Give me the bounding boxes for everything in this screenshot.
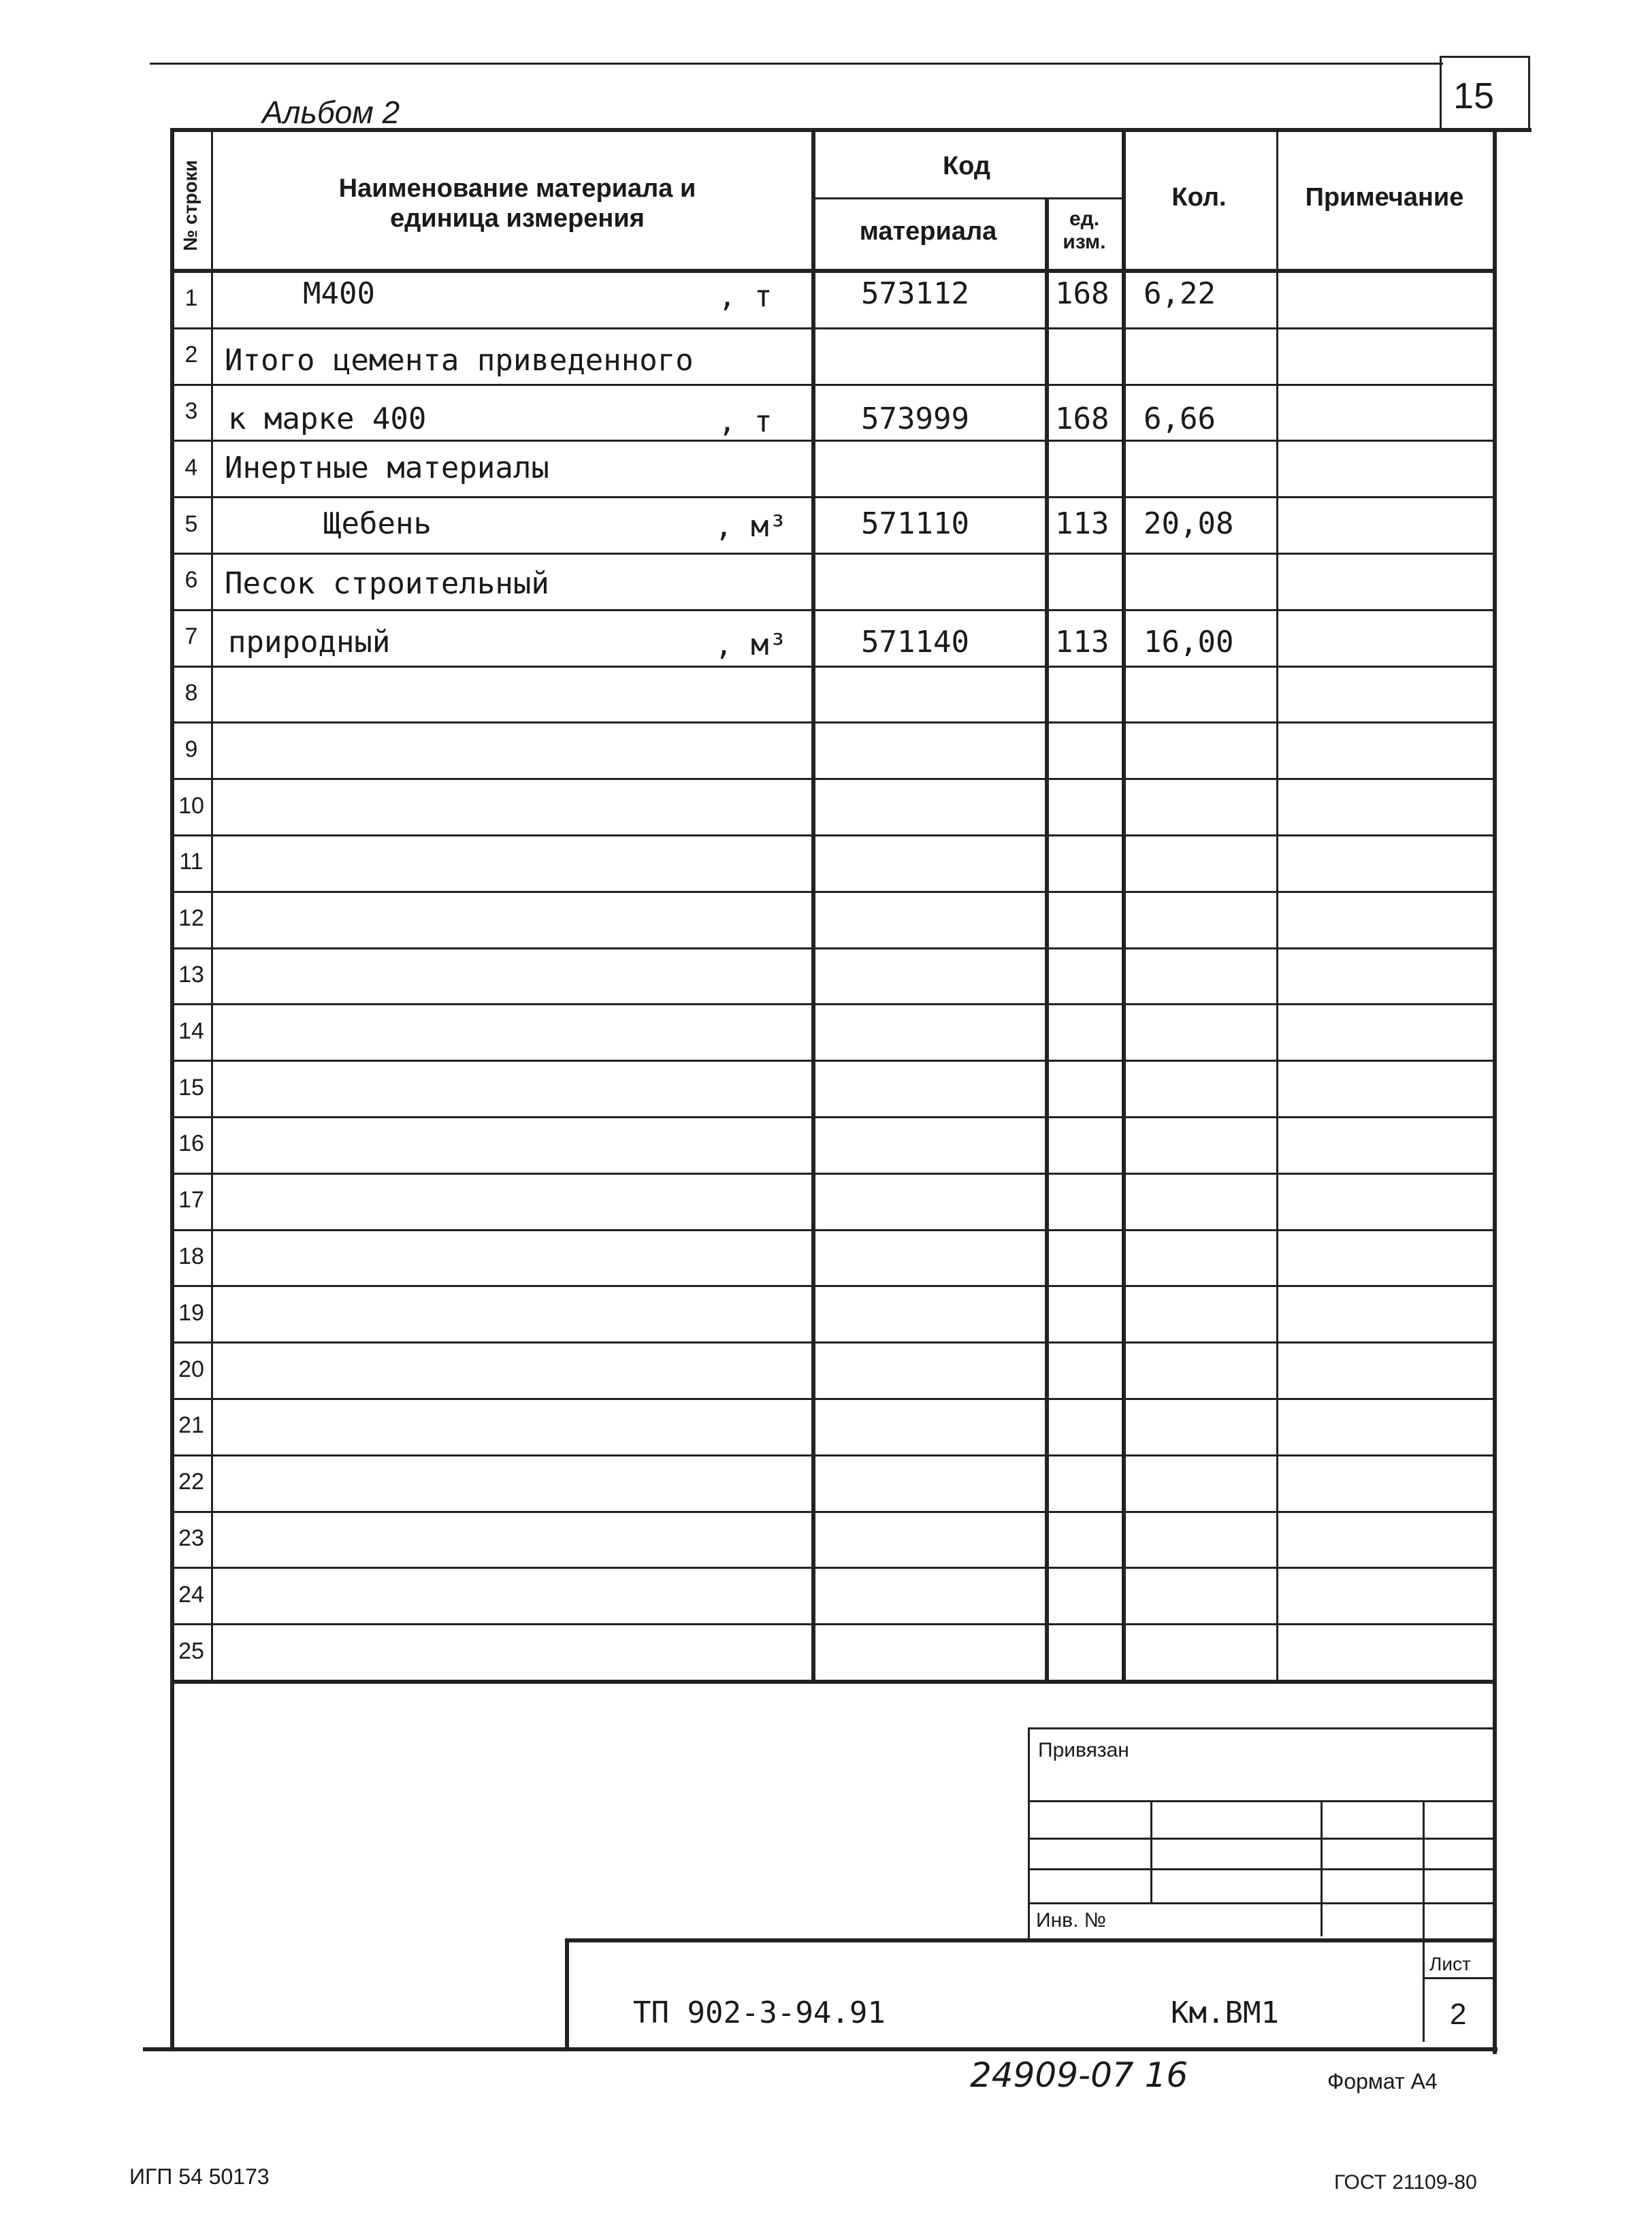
row-number: 14 xyxy=(178,1018,204,1044)
sheet-label: Лист xyxy=(1429,1953,1471,1974)
stamp-row-line-4 xyxy=(1028,1902,1495,1904)
table-top-border xyxy=(170,128,1532,132)
row-2-name: Итого цемента приведенного xyxy=(225,343,694,378)
row-number: 9 xyxy=(184,736,198,762)
row-line xyxy=(170,384,1494,386)
row-line xyxy=(170,666,1494,668)
row-number: 7 xyxy=(184,623,198,649)
frame-right-border xyxy=(1493,128,1497,2054)
frame-bottom-border xyxy=(143,2047,1497,2051)
row-7-unit-code: 113 xyxy=(1055,625,1110,660)
row-7-unit: , м³ xyxy=(715,628,787,662)
row-7-code: 571140 xyxy=(861,625,969,660)
rownum-header: № строки xyxy=(180,160,201,251)
row-line xyxy=(170,1229,1494,1231)
row-number: 18 xyxy=(178,1243,204,1269)
stamp-top-line xyxy=(1028,1727,1495,1729)
stamp-row-line-2 xyxy=(1028,1838,1495,1840)
row-line xyxy=(170,327,1494,329)
row-5-qty: 20,08 xyxy=(1144,506,1234,541)
stamp-col-line-1 xyxy=(1150,1800,1152,1902)
row-3-name: к марке 400 xyxy=(228,402,427,436)
name-column-header: Наименование материала и единица измерения xyxy=(338,174,696,233)
row-line xyxy=(170,947,1494,949)
title-block-left xyxy=(565,1938,569,2047)
row-line xyxy=(170,496,1494,498)
col-divider-code xyxy=(1045,197,1049,1680)
row-number: 2 xyxy=(184,342,198,368)
row-4-name: Инертные материалы xyxy=(225,451,549,485)
table-bottom-border xyxy=(170,1680,1495,1684)
row-number: 1 xyxy=(184,285,198,311)
row-number: 24 xyxy=(178,1582,204,1608)
row-line xyxy=(170,1398,1494,1400)
row-5-unit: , м³ xyxy=(715,509,787,544)
row-1-unit: , т xyxy=(718,279,773,314)
stamp-col-line-3 xyxy=(1423,1800,1425,2042)
row-7-name: природный xyxy=(228,625,391,660)
row-3-unit-code: 168 xyxy=(1055,402,1110,436)
row-number: 5 xyxy=(184,511,198,537)
row-1-unit-code: 168 xyxy=(1055,276,1110,311)
row-3-code: 573999 xyxy=(861,402,969,436)
col-divider-name xyxy=(811,128,815,1680)
row-number: 17 xyxy=(178,1187,204,1213)
page-number-box-top xyxy=(1440,56,1530,58)
row-1-qty: 6,22 xyxy=(1144,276,1216,311)
row-line xyxy=(170,1285,1494,1287)
row-5-name: Щебень xyxy=(323,506,432,541)
row-3-unit: , т xyxy=(718,404,773,439)
note-column-header: Примечание xyxy=(1305,183,1464,212)
row-number: 25 xyxy=(178,1638,204,1664)
top-border-line xyxy=(150,63,1443,65)
row-line xyxy=(170,1060,1494,1062)
row-line xyxy=(170,1454,1494,1456)
row-line xyxy=(170,553,1494,555)
col-divider-unit xyxy=(1122,128,1126,1680)
row-line xyxy=(170,1567,1494,1569)
row-number: 11 xyxy=(179,849,204,875)
linked-label: Привязан xyxy=(1038,1739,1129,1761)
row-1-name: М400 xyxy=(303,276,375,311)
row-line xyxy=(170,440,1494,442)
page-number: 15 xyxy=(1453,76,1495,116)
row-line xyxy=(170,1003,1494,1005)
row-number: 13 xyxy=(178,962,204,988)
code-header-divider xyxy=(811,197,1122,199)
stamp-left-line xyxy=(1028,1727,1030,1938)
sheet-label-line xyxy=(1423,1977,1495,1979)
row-line xyxy=(170,1341,1494,1344)
row-line xyxy=(170,834,1494,836)
row-number: 4 xyxy=(184,455,198,481)
stamp-row-line-1 xyxy=(1028,1800,1495,1802)
qty-column-header: Кол. xyxy=(1171,183,1227,212)
row-line xyxy=(170,1173,1494,1175)
handwritten-number: 24909-07 16 xyxy=(970,2055,1188,2095)
row-5-code: 571110 xyxy=(861,506,969,541)
row-number: 16 xyxy=(178,1130,204,1156)
doc-code: Км.ВМ1 xyxy=(1171,1996,1279,2030)
row-line xyxy=(170,721,1494,723)
row-6-name: Песок строительный xyxy=(225,566,549,601)
sheet-number: 2 xyxy=(1450,1998,1467,2031)
code-material-header: материала xyxy=(859,217,997,246)
footer-left-code: ИГП 54 50173 xyxy=(129,2164,270,2189)
footer-right-code: ГОСТ 21109-80 xyxy=(1334,2171,1477,2194)
row-number: 12 xyxy=(178,905,204,931)
row-number: 15 xyxy=(178,1075,204,1101)
row-line xyxy=(170,1623,1494,1625)
row-line xyxy=(170,891,1494,893)
row-line xyxy=(170,609,1494,611)
row-3-qty: 6,66 xyxy=(1144,402,1216,436)
row-number: 3 xyxy=(184,398,198,424)
row-number: 6 xyxy=(184,567,198,593)
row-7-qty: 16,00 xyxy=(1144,625,1234,660)
col-divider-rownum xyxy=(211,128,213,1680)
page-number-box-left xyxy=(1440,56,1442,129)
code-column-header: Код xyxy=(942,152,991,180)
stamp-row-line-3 xyxy=(1028,1868,1495,1870)
row-number: 20 xyxy=(178,1356,204,1382)
row-5-unit-code: 113 xyxy=(1055,506,1110,541)
header-bottom-border xyxy=(170,269,1494,273)
stamp-col-line-2 xyxy=(1321,1800,1323,1936)
designation: ТП 902-3-94.91 xyxy=(633,1996,886,2030)
row-line xyxy=(170,1116,1494,1118)
row-number: 8 xyxy=(184,680,198,706)
code-unit-header: ед. изм. xyxy=(1063,208,1106,253)
row-number: 22 xyxy=(178,1469,204,1495)
row-line xyxy=(170,778,1494,780)
col-divider-qty xyxy=(1276,128,1278,1680)
title-block-top xyxy=(565,1938,1495,1942)
row-number: 19 xyxy=(178,1300,204,1326)
row-number: 10 xyxy=(178,793,204,819)
inv-label: Инв. № xyxy=(1036,1909,1106,1932)
format-label: Формат А4 xyxy=(1327,2069,1438,2094)
page-number-box-right xyxy=(1528,56,1530,129)
row-number: 23 xyxy=(178,1525,204,1551)
row-number: 21 xyxy=(178,1412,204,1438)
album-label: Альбом 2 xyxy=(262,95,400,130)
row-line xyxy=(170,1511,1494,1513)
row-1-code: 573112 xyxy=(861,276,969,311)
